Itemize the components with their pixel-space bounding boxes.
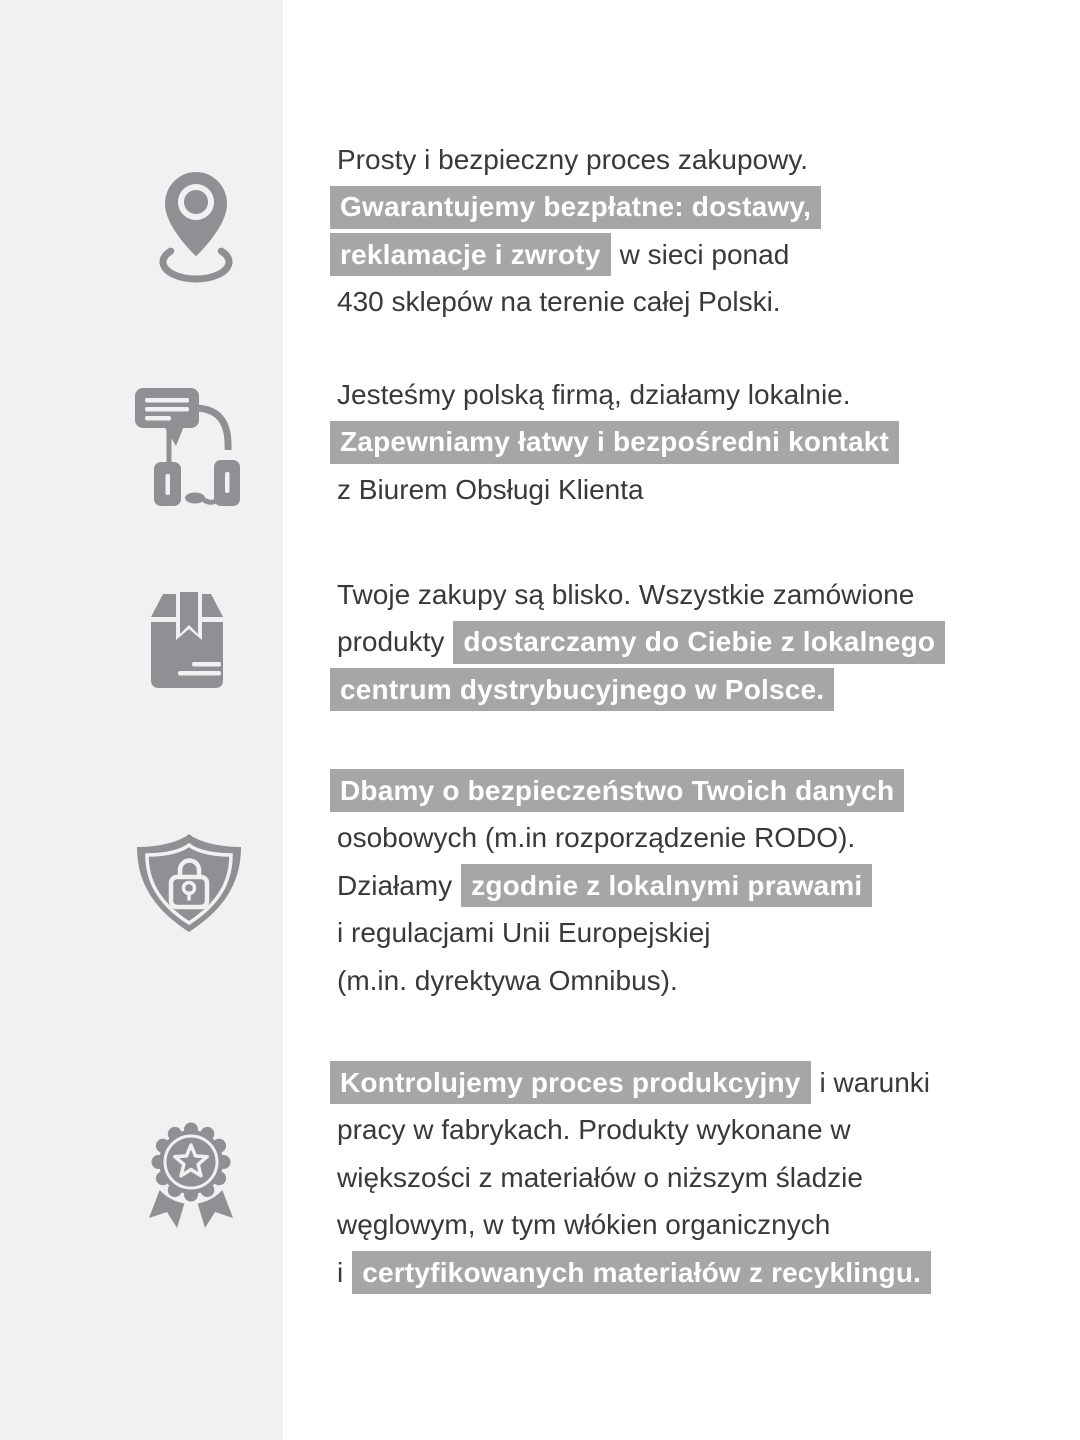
highlighted-text: Kontrolujemy proces produkcyjny (330, 1061, 811, 1104)
text-line (330, 619, 945, 667)
text-line (330, 1154, 931, 1202)
security-shield-icon (133, 831, 245, 935)
text-line (330, 184, 821, 232)
body-text: produkty (337, 626, 445, 658)
feature-section-data-security (330, 767, 904, 1005)
highlighted-text: centrum dystrybucyjnego w Polsce. (330, 668, 834, 711)
highlighted-text: reklamacje i zwroty (330, 233, 611, 276)
text-line (330, 910, 904, 958)
text-line (330, 815, 904, 863)
text-line (330, 1107, 931, 1155)
text-line (330, 666, 945, 714)
body-text: 430 sklepów na terenie całej Polski. (337, 286, 781, 318)
highlighted-text: Gwarantujemy bezpłatne: dostawy, (330, 186, 821, 229)
body-text: i (337, 1256, 344, 1288)
body-text: z Biurem Obsługi Klienta (337, 473, 644, 505)
body-text: (m.in. dyrektywa Omnibus). (337, 964, 678, 996)
highlighted-text: dostarczamy do Ciebie z lokalnego (453, 621, 945, 664)
text-line (330, 279, 821, 327)
location-pin-icon (150, 170, 242, 284)
package-icon (148, 592, 226, 690)
body-text: i warunki (819, 1066, 931, 1098)
body-text: w sieci ponad (619, 238, 790, 270)
text-line (330, 371, 899, 419)
quality-badge-icon (141, 1116, 241, 1230)
body-text: większości z materiałów o niższym śladzie (337, 1161, 863, 1193)
text-line (330, 1249, 931, 1297)
body-text: i regulacjami Unii Europejskiej (337, 917, 711, 949)
text-line (330, 136, 821, 184)
body-text: Prosty i bezpieczny proces zakupowy. (337, 143, 809, 175)
highlighted-text: zgodnie z lokalnymi prawami (461, 864, 872, 907)
body-text: Twoje zakupy są blisko. Wszystkie zamówione (337, 578, 915, 610)
body-text: węglowym, w tym włókien organicznych (337, 1209, 831, 1241)
highlighted-text: certyfikowanych materiałów z recyklingu. (352, 1251, 931, 1294)
body-text: pracy w fabrykach. Produkty wykonane w (337, 1114, 851, 1146)
feature-section-production-control (330, 1059, 931, 1297)
text-line (330, 1202, 931, 1250)
support-headset-icon (134, 386, 240, 506)
body-text: Działamy (337, 869, 453, 901)
text-line (330, 231, 821, 279)
feature-section-purchase-process (330, 136, 821, 326)
body-text: osobowych (m.in rozporządzenie RODO). (337, 822, 856, 854)
body-text: Jesteśmy polską firmą, działamy lokalnie. (337, 378, 851, 410)
text-line (330, 957, 904, 1005)
highlighted-text: Zapewniamy łatwy i bezpośredni kontakt (330, 421, 899, 464)
feature-section-local-distribution (330, 571, 945, 714)
highlighted-text: Dbamy o bezpieczeństwo Twoich danych (330, 769, 904, 812)
text-line (330, 862, 904, 910)
text-line (330, 466, 899, 514)
text-line (330, 571, 945, 619)
text-line (330, 419, 899, 467)
text-line (330, 1059, 931, 1107)
icon-sidebar (0, 0, 283, 1440)
feature-section-local-company-contact (330, 371, 899, 514)
text-line (330, 767, 904, 815)
